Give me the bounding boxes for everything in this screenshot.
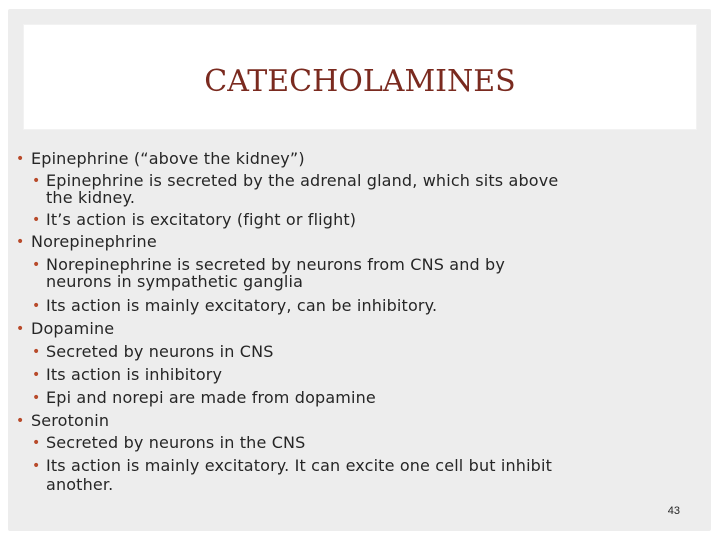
bullet-icon: •: [32, 212, 41, 228]
slide-title: CATECHOLAMINES: [204, 64, 516, 99]
bullet-dopamine: Dopamine: [31, 319, 115, 338]
sub-bullet-epinephrine-2: It’s action is excitatory (fight or flight): [46, 210, 357, 229]
bullet-epinephrine: Epinephrine (“above the kidney”): [31, 149, 305, 168]
bullet-icon: •: [16, 151, 25, 167]
bullet-icon: •: [32, 458, 41, 474]
sub-bullet-norepinephrine-2: Its action is mainly excitatory, can be inhibitory.: [46, 296, 438, 315]
bullet-icon: •: [32, 298, 41, 314]
sub-bullet-serotonin-2-cont: another.: [46, 475, 114, 494]
bullet-serotonin: Serotonin: [31, 411, 110, 430]
bullet-icon: •: [32, 257, 41, 273]
slide: [8, 9, 711, 531]
sub-bullet-dopamine-2: Its action is inhibitory: [46, 365, 223, 384]
bullet-icon: •: [16, 413, 25, 429]
bullet-icon: •: [16, 234, 25, 250]
sub-bullet-norepinephrine-1: Norepinephrine is secreted by neurons from CNS and by: [46, 255, 505, 274]
sub-bullet-epinephrine-1-cont: the kidney.: [46, 188, 136, 207]
bullet-icon: •: [32, 344, 41, 360]
sub-bullet-dopamine-3: Epi and norepi are made from dopamine: [46, 388, 376, 407]
sub-bullet-norepinephrine-1-cont: neurons in sympathetic ganglia: [46, 272, 304, 291]
slide-content: [8, 9, 711, 531]
bullet-icon: •: [32, 367, 41, 383]
sub-bullet-serotonin-1: Secreted by neurons in the CNS: [46, 433, 306, 452]
bullet-icon: •: [32, 173, 41, 189]
sub-bullet-epinephrine-1: Epinephrine is secreted by the adrenal gland, which sits above: [46, 171, 559, 190]
sub-bullet-dopamine-1: Secreted by neurons in CNS: [46, 342, 274, 361]
bullet-icon: •: [32, 435, 41, 451]
sub-bullet-serotonin-2: Its action is mainly excitatory. It can excite one cell but inhibit: [46, 456, 552, 475]
bullet-icon: •: [32, 390, 41, 406]
page-number: 43: [667, 505, 680, 517]
bullet-icon: •: [16, 321, 25, 337]
bullet-norepinephrine: Norepinephrine: [31, 232, 157, 251]
